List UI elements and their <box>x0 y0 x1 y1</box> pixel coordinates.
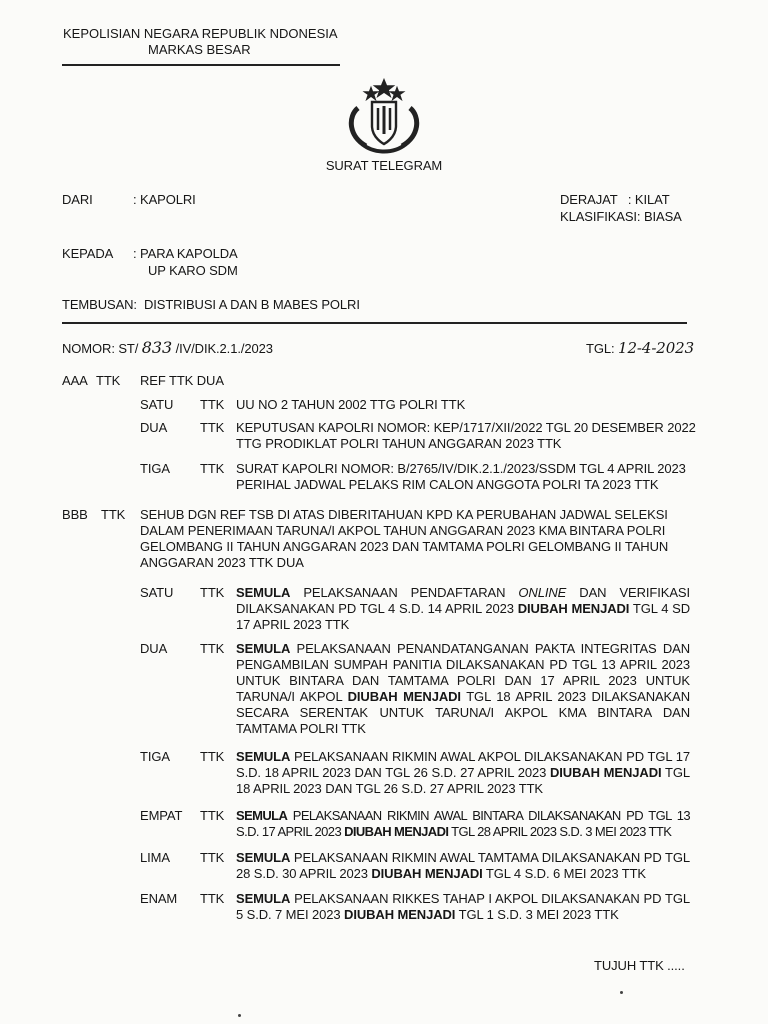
kepada-value: : PARA KAPOLDA <box>133 246 238 261</box>
intro-line: ANGGARAN 2023 TTK DUA <box>140 555 304 570</box>
intro-line: DALAM PENERIMAAN TARUNA/I AKPOL TAHUN ANGGARAN 2023 KMA BINTARA POLRI <box>140 523 666 538</box>
nomor-prefix: NOMOR: ST/ <box>62 341 139 356</box>
item-ttk: TTK <box>200 891 225 906</box>
item-number: DUA <box>140 641 168 656</box>
item-ttk: TTK <box>200 850 225 865</box>
letterhead-rule <box>62 64 340 66</box>
diubah-text: DIUBAH MENJADI <box>549 765 662 780</box>
item-text: SEMULA PELAKSANAAN RIKMIN AWAL TAMTAMA DILAKSANAKAN PD TGL 28 S.D. 30 APRIL 2023 DIUBAH MENJADI TGL 4 S.D. 6 MEI 2023 TTK <box>236 850 690 881</box>
bbb-intro <box>140 507 687 571</box>
online-text: ONLINE <box>518 585 567 600</box>
item-line: KEPUTUSAN KAPOLRI NOMOR: KEP/1717/XII/2022 TGL 20 DESEMBER 2022 <box>236 420 696 435</box>
item-number: EMPAT <box>140 808 183 823</box>
item-number: TIGA <box>140 461 170 476</box>
diubah-text: DIUBAH MENJADI <box>347 689 461 704</box>
item-ttk: TTK <box>200 808 225 823</box>
item-line: TTG PRODIKLAT POLRI TAHUN ANGGARAN 2023 TTK <box>236 436 562 451</box>
header-rule <box>62 322 687 324</box>
tgl-field <box>586 340 694 357</box>
letterhead <box>63 26 338 58</box>
aaa-label: AAA <box>62 373 88 388</box>
semula-text: SEMULA <box>236 641 291 656</box>
diubah-text: DIUBAH MENJADI <box>517 601 630 616</box>
item-ttk: TTK <box>200 420 225 435</box>
item-line: UU NO 2 TAHUN 2002 TTG POLRI TTK <box>236 397 466 412</box>
bbb-label: BBB <box>62 507 88 522</box>
semula-text: SEMULA <box>236 850 291 865</box>
item-ttk: TTK <box>200 397 225 412</box>
speck <box>620 991 623 994</box>
item-number: LIMA <box>140 850 170 865</box>
semula-text: SEMULA <box>236 749 291 764</box>
tembusan-field: TEMBUSAN: DISTRIBUSI A DAN B MABES POLRI <box>62 297 360 312</box>
tgl-handwritten: 12-4-2023 <box>618 339 695 357</box>
item-text: SEMULA PELAKSANAAN RIKKES TAHAP I AKPOL DILAKSANAKAN PD TGL 5 S.D. 7 MEI 2023 DIUBAH MENJADI TGL 1 S.D. 3 MEI 2023 TTK <box>236 891 690 922</box>
item-text <box>236 397 690 413</box>
aaa-ttk: TTK <box>96 373 121 388</box>
org-unit: MARKAS BESAR <box>148 42 251 57</box>
speck <box>238 1014 241 1017</box>
klasifikasi-field: KLASIFIKASI: BIASA <box>560 209 682 224</box>
item-line: PERIHAL JADWAL PELAKS RIM CALON ANGGOTA POLRI TA 2023 TTK <box>236 477 659 492</box>
item-text: SEMULA PELAKSANAAN PENDAFTARAN ONLINE DAN VERIFIKASI DILAKSANAKAN PD TGL 4 S.D. 14 APRIL 2023 DIUBAH MENJADI TGL 4 SD 17 APRIL 2023 TTK <box>236 585 691 632</box>
nomor-field <box>62 340 273 357</box>
item-text: SEMULA PELAKSANAAN RIKMIN AWAL BINTARA DILAKSANAKAN PD TGL 13 S.D. 17 APRIL 2023 DIUBAH MENJADI TGL 28 APRIL 2023 S.D. 3 MEI 2023 TTK <box>236 808 690 839</box>
nomor-handwritten: 833 <box>141 338 173 357</box>
item-text <box>236 461 690 493</box>
diubah-text: DIUBAH MENJADI <box>371 866 483 881</box>
item-line: SURAT KAPOLRI NOMOR: B/2765/IV/DIK.2.1./2023/SSDM TGL 4 APRIL 2023 <box>236 461 686 476</box>
item-number: TIGA <box>140 749 170 764</box>
item-text: SEMULA PELAKSANAAN RIKMIN AWAL AKPOL DILAKSANAKAN PD TGL 17 S.D. 18 APRIL 2023 DAN TGL 26 S.D. 27 APRIL 2023 DIUBAH MENJADI TGL 18 APRIL 2023 DAN TGL 26 S.D. 27 APRIL 2023 TTK <box>236 749 690 796</box>
nomor-suffix: /IV/DIK.2.1./2023 <box>175 341 273 356</box>
item-ttk: TTK <box>200 461 225 476</box>
intro-line: SEHUB DGN REF TSB DI ATAS DIBERITAHUAN KPD KA PERUBAHAN JADWAL SELEKSI <box>140 507 668 522</box>
aaa-heading: REF TTK DUA <box>140 373 224 388</box>
document-title: SURAT TELEGRAM <box>325 158 443 173</box>
kepada-label: KEPADA <box>62 246 114 261</box>
item-ttk: TTK <box>200 641 225 656</box>
derajat-field: DERAJAT : KILAT <box>560 192 670 207</box>
police-emblem-icon <box>340 78 428 158</box>
dari-label: DARI <box>62 192 93 207</box>
item-ttk: TTK <box>200 585 225 600</box>
semula-text: SEMULA <box>236 808 288 823</box>
item-number: DUA <box>140 420 168 435</box>
item-number: SATU <box>140 397 174 412</box>
item-text <box>236 420 696 452</box>
item-ttk: TTK <box>200 749 225 764</box>
dari-value: : KAPOLRI <box>133 192 196 207</box>
diubah-text: DIUBAH MENJADI <box>344 824 449 839</box>
continuation-marker: TUJUH TTK ..... <box>594 958 685 973</box>
item-number: SATU <box>140 585 174 600</box>
diubah-text: DIUBAH MENJADI <box>344 907 456 922</box>
bbb-ttk: TTK <box>101 507 126 522</box>
semula-text: SEMULA <box>236 891 291 906</box>
item-text: SEMULA PELAKSANAAN PENANDATANGANAN PAKTA INTEGRITAS DAN PENGAMBILAN SUMPAH PANITIA DILAKSANAKAN PD TGL 13 APRIL 2023 UNTUK BINTARA DAN TAMTAMA POLRI DAN 17 APRIL 2023 UNTUK TARUNA/I AKPOL DIUBAH MENJADI TGL 18 APRIL 2023 DILAKSANAKAN SECARA SERENTAK UNTUK TARUNA/I AKPOL KMA BINTARA DAN TAMTAMA POLRI TTK <box>236 641 690 736</box>
tgl-prefix: TGL: <box>586 341 615 356</box>
kepada-value-line2: UP KARO SDM <box>148 263 238 278</box>
semula-text: SEMULA <box>236 585 291 600</box>
intro-line: GELOMBANG II TAHUN ANGGARAN 2023 DAN TAMTAMA POLRI GELOMBANG II TAHUN <box>140 539 669 554</box>
item-number: ENAM <box>140 891 178 906</box>
org-name: KEPOLISIAN NEGARA REPUBLIK NDONESIA <box>63 26 338 41</box>
